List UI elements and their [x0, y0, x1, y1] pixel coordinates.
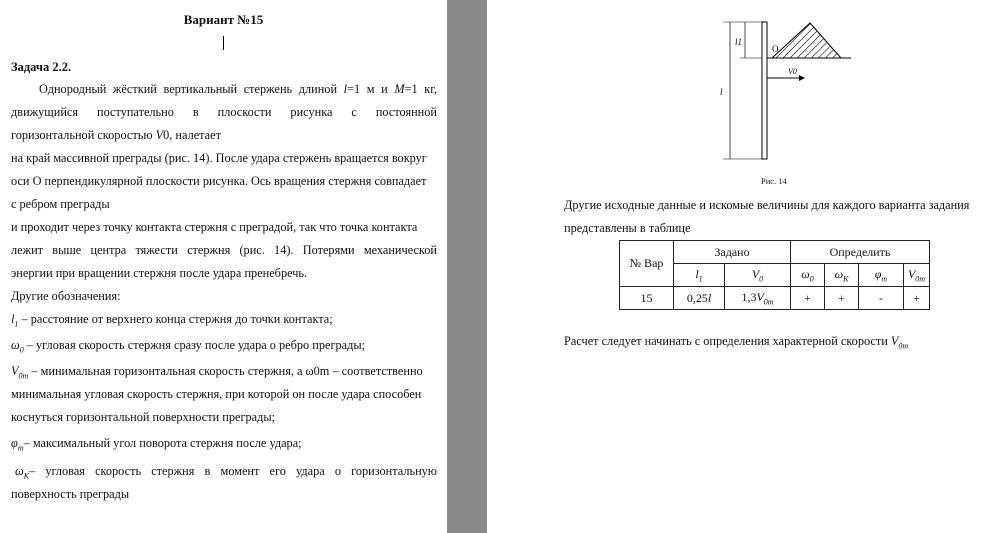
subscript: 0m: [18, 371, 29, 381]
subscript: K: [843, 274, 849, 284]
subscript: 0m: [898, 341, 909, 351]
symbol: φ: [11, 436, 18, 450]
paragraph-line-10: Другие обозначения:: [11, 289, 121, 303]
cell-V0: [725, 287, 791, 310]
subscript: 1: [698, 274, 703, 284]
subscript: m: [881, 274, 888, 284]
cell-phim: -: [859, 287, 904, 310]
paragraph-line-8: лежит выше центра тяжести стержня (рис. 14). Потерями механической: [11, 243, 437, 257]
obstacle-shape: [772, 23, 841, 58]
number: 1,3: [741, 289, 757, 304]
subscript: K: [23, 471, 30, 481]
paragraph-line-3: [11, 124, 437, 147]
paragraph-line-2: движущийся поступательно в плоскости рисунка с постоянной: [11, 105, 437, 119]
right-page: [487, 0, 1000, 533]
subscript: 0m: [915, 274, 926, 284]
figure-caption: Рис. 14: [761, 176, 787, 186]
cell-V0m: +: [904, 287, 930, 310]
subheader-V0m: [904, 264, 930, 287]
symbol-M: M: [394, 82, 405, 96]
paragraph-line-7: и проходит через точку контакта стержня с преградой, так что точка контакта: [11, 220, 418, 234]
header-var: № Вар: [620, 241, 674, 287]
symbol: V: [907, 266, 916, 281]
cell-omegaK: +: [825, 287, 859, 310]
left-page: [0, 0, 447, 533]
symbol: V: [890, 334, 899, 348]
intro-line-1: Другие исходные данные и искомые величины для каждого варианта задания: [564, 198, 970, 212]
subheader-omegaK: [825, 264, 859, 287]
symbol-V: V: [155, 128, 164, 142]
text: Расчет следует начинать с определения характерной скорости: [564, 334, 891, 348]
text: 0, налетает: [163, 128, 221, 142]
cell-var: 15: [620, 287, 674, 310]
label-V0: V0: [788, 67, 797, 76]
data-table: [619, 240, 930, 310]
symbol: V: [751, 266, 760, 281]
text: – угловая скорость стержня сразу после удара о ребро преграды;: [23, 338, 366, 352]
paragraph-line-6: с ребром преграды: [11, 197, 110, 211]
symbol: ω: [834, 266, 844, 281]
definition-omegaK-cont: поверхность преграды: [11, 487, 130, 501]
subscript: 0: [809, 274, 814, 284]
definition-l1: [11, 308, 437, 335]
text-cursor: [223, 36, 224, 50]
text: Однородный жёсткий вертикальный стержень длиной: [39, 82, 344, 96]
text: – максимальный угол поворота стержня после удара;: [23, 436, 302, 450]
intro-line-2: представлены в таблице: [564, 221, 691, 235]
bottom-line: [564, 330, 908, 357]
subscript: 1: [14, 319, 19, 329]
symbol: φ: [874, 266, 882, 281]
definition-phim: [11, 432, 437, 459]
table-header-row: [620, 241, 930, 264]
symbol: l: [11, 312, 15, 326]
cell-omega0: +: [791, 287, 825, 310]
header-given: Задано: [674, 241, 791, 264]
text: горизонтальной скоростью: [11, 128, 156, 142]
figure-14: [487, 0, 1000, 195]
task-label: Задача 2.2.: [11, 60, 72, 74]
text: – расстояние от верхнего конца стержня до точки контакта;: [18, 312, 333, 326]
subheader-V0: [725, 264, 791, 287]
label-l: l: [720, 87, 723, 97]
subheader-phim: [859, 264, 904, 287]
text: =1 м и: [347, 82, 395, 96]
definition-V0m-cont-2: коснуться горизонтальной поверхности преграды;: [11, 410, 276, 424]
symbol: l: [695, 266, 699, 281]
symbol: ω: [11, 338, 20, 352]
subscript: m: [17, 443, 24, 453]
subscript: 0: [19, 345, 24, 355]
definition-omega0: [11, 334, 437, 361]
symbol: V: [11, 364, 19, 378]
symbol: V: [756, 289, 764, 304]
header-find: Определить: [791, 241, 930, 264]
text: =1 кг,: [404, 82, 438, 96]
subheader-l1: [674, 264, 725, 287]
text: – угловая скорость стержня в момент его удара о горизонтальную: [29, 464, 437, 478]
label-O: O: [772, 44, 779, 54]
page-title: Вариант №15: [183, 12, 264, 27]
label-l1: l1: [735, 37, 743, 47]
rod-shape: [762, 22, 767, 159]
text: – минимальная горизонтальная скорость стержня, а ω0m – соответственно: [28, 364, 423, 378]
definition-V0m-cont-1: минимальная угловая скорость стержня, при которой он после удара способен: [11, 387, 422, 401]
table-row: [620, 287, 930, 310]
subscript: 0: [759, 274, 764, 284]
subheader-omega0: [791, 264, 825, 287]
subscript: 0m: [763, 297, 774, 307]
number: 0,25: [686, 290, 708, 305]
cell-l1: [674, 287, 725, 310]
paragraph-line-9: энергии при вращении стержня после удара пренебречь.: [11, 266, 308, 280]
symbol: l: [707, 290, 712, 305]
paragraph-line-1: [11, 78, 437, 101]
paragraph-line-4: на край массивной преграды (рис. 14). После удара стержень вращается вокруг: [11, 151, 427, 165]
symbol: ω: [801, 266, 810, 281]
paragraph-line-5: оси О перпендикулярной плоскости рисунка. Ось вращения стержня совпадает: [11, 174, 427, 188]
symbol: ω: [15, 464, 24, 478]
symbol-l: l: [343, 82, 348, 96]
page-gutter: [447, 0, 487, 533]
